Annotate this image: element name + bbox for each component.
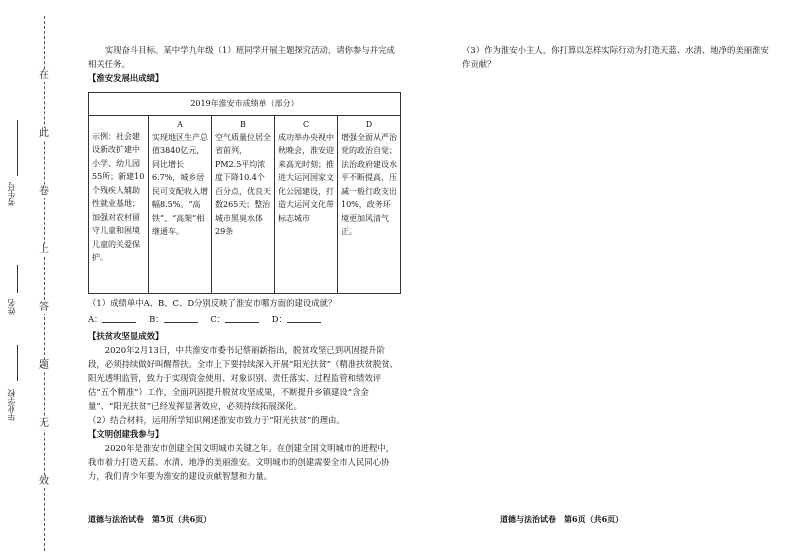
column-letter: B [240,119,246,129]
column-text: 实现地区生产总值3840亿元，同比增长6.7%，城乡居民可支配收入增幅8.5%。“高铁”、“高架”相继通车。 [152,132,208,236]
answer-blank-c[interactable] [225,313,259,323]
page-footer-6: 道德与法治试卷 第6页（共6页） [500,514,624,524]
poverty-paragraph: 2020年2月13日，中共淮安市委书记蔡丽新指出，脱贫攻坚已到巩固提升阶段，必须持续做好叫醒帮扶。全市上下要持续深入开展“阳光扶贫”（精准扶贫脱贫、阳光透明监管，致力于实现资金使用、对象识别、责任落实、过程监管和绩效评估“五个精准”）工作，全面巩固提升脱贫攻坚成果，不断提升乡镇建设“含金量”、“阳光扶贫”已经发挥显著效应，必须持续拓展深化。 [88,345,399,411]
table-cell-c [275,115,338,293]
question-3: （3）作为淮安小主人，你打算以怎样实际行动为打造天蓝、水清、地净的美丽淮安作贡献？ [462,45,769,69]
section-title-poverty: 【扶贫攻坚显成效】 [88,331,164,341]
question-1: （1）成绩单中A、B、C、D分别反映了淮安市哪方面的建设成就？ [88,298,337,308]
column-letter: A [177,119,183,129]
field-line [17,345,18,381]
candidate-number-field[interactable] [6,120,28,260]
binding-margin [0,0,80,560]
table-title: 2019年淮安市成绩单（部分） [89,93,401,116]
table-cell-d [338,115,401,293]
field-label: 考生号 [7,182,16,206]
scorecard-table [88,92,401,294]
question-2: （2）结合材料，运用所学知识阐述淮安市致力于“阳光扶贫”的理由。 [88,415,345,425]
blank-label-b: B： [149,314,164,324]
example-text: 示例：社会建设新改扩建中小学、幼儿园55所；新建10个残疾人辅助性就业基地；加强对农村留守儿童和困境儿童的关爱保护。 [92,131,145,262]
seal-char: 效 [39,476,49,487]
seal-char: 上 [39,244,49,255]
answer-blank-a[interactable] [102,313,136,323]
seal-char: 无 [39,418,49,429]
blank-label-c: C： [210,314,226,324]
school-field[interactable] [6,345,28,445]
section-title-civilization: 【文明创建我参与】 [88,429,164,439]
field-line [17,265,18,293]
seal-char: 此 [39,128,49,139]
column-text: 成功举办央视中秋晚会，淮安迎来高光时刻；推进大运河国家文化公园建设，打造大运河文化带标志城市 [278,132,334,223]
column-letter: D [365,119,373,129]
answer-blanks-q1 [88,312,400,326]
section-title-development: 【淮安发展出成绩】 [88,73,164,83]
column-letter: C [302,119,310,129]
seal-char: 答 [39,302,49,313]
column-text: 增强全面从严治党的政治自觉；法治政府建设水平不断提高，压减一般行政支出10%，政务环境更加风清气正。 [341,132,397,236]
name-field[interactable] [6,265,28,345]
scorecard-table-wrap [88,92,401,294]
column-text: 空气质量位居全省前列，PM2.5平均浓度下降10.4个百分点，优良天数265天；整治城市黑臭水体29条 [215,132,271,236]
table-cell-a [149,115,212,293]
seal-char: 题 [39,360,49,371]
field-label: 毕业学校 [7,389,16,421]
field-label: 姓名 [7,299,16,315]
civilization-paragraph: 2020年是淮安市创建全国文明城市关键之年。在创建全国文明城市的进程中，我市着力打造天蓝、水清、地净的美丽淮安。文明城市的创建需要全市人民同心协力，我们青少年要为淮安的建设贡献智慧和力量。 [88,443,395,481]
answer-blank-d[interactable] [287,313,321,323]
seal-char: 卷 [39,186,49,197]
exam-page-5 [88,0,400,560]
intro-paragraph: 实现奋斗目标。某中学九年级（1）班同学开展主题探究活动，请你参与并完成相关任务。 [88,45,395,69]
blank-label-a: A： [88,314,103,324]
table-cell-b [212,115,275,293]
answer-blank-b[interactable] [164,313,198,323]
exam-page-6 [452,0,774,560]
blank-label-d: D： [271,314,287,324]
table-cell-example [89,115,149,293]
field-line [17,120,18,176]
seal-char: 在 [39,70,49,81]
page-footer-5: 道德与法治试卷 第5页（共6页） [88,514,212,524]
seal-dashed-line [44,16,45,551]
